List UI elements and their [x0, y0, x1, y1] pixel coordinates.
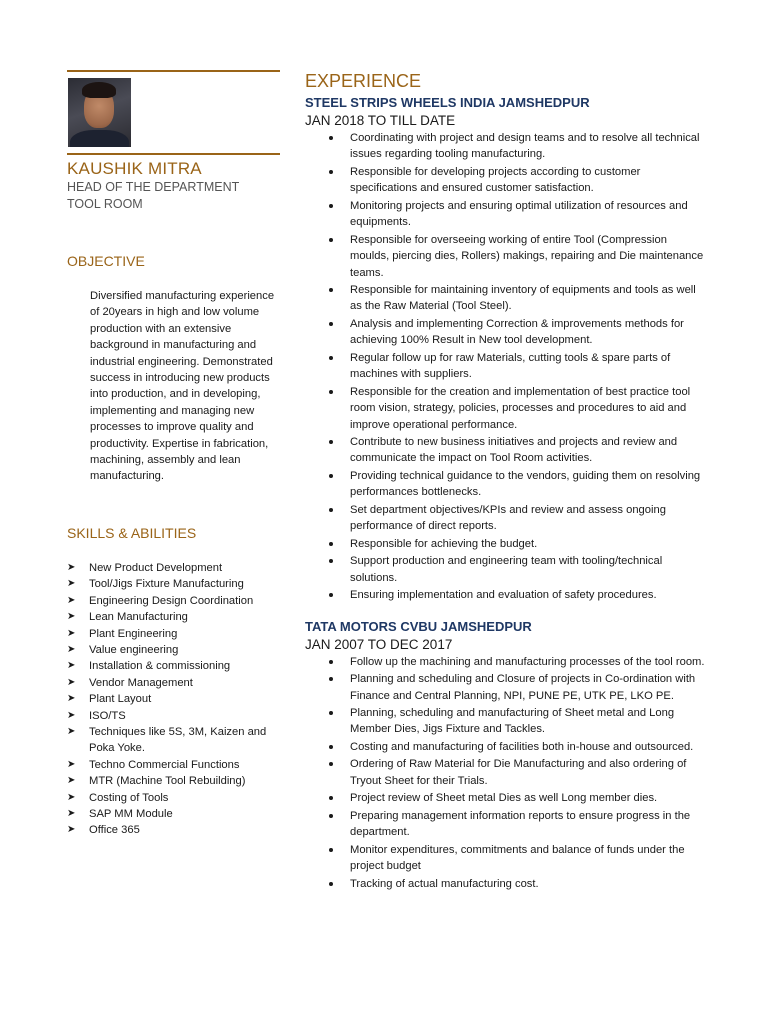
bullet-dot-icon — [329, 677, 333, 681]
arrow-bullet-icon: ➤ — [67, 643, 76, 655]
skill-item-text: Vendor Management — [89, 676, 193, 689]
skill-item — [67, 708, 280, 724]
bullet-dot-icon — [329, 474, 333, 478]
responsibility-item-text: Responsible for achieving the budget. — [350, 537, 538, 550]
responsibility-item-text: Responsible for maintaining inventory of equipments and tools as well as the Raw Material (Tool Steel). — [350, 284, 696, 313]
skill-item-text: New Product Development — [89, 561, 223, 574]
name-divider — [67, 153, 280, 155]
responsibility-item-text: Planning and scheduling and Closure of projects in Co-ordination with Finance and Central Planning, NPI, PUNE PE, UTK PE, LKO PE. — [350, 673, 696, 702]
responsibility-item — [305, 808, 705, 841]
responsibility-item — [305, 350, 705, 383]
arrow-bullet-icon: ➤ — [67, 627, 76, 639]
skill-item-text: SAP MM Module — [89, 807, 173, 820]
bullet-dot-icon — [329, 593, 333, 597]
top-divider — [67, 70, 280, 72]
arrow-bullet-icon: ➤ — [67, 676, 76, 688]
bullet-dot-icon — [329, 170, 333, 174]
bullet-dot-icon — [329, 745, 333, 749]
bullet-dot-icon — [329, 322, 333, 326]
responsibility-item — [305, 232, 705, 281]
responsibility-item-text: Providing technical guidance to the vendors, guiding them on resolving performances bottlenecks. — [350, 469, 701, 499]
arrow-bullet-icon: ➤ — [67, 594, 76, 606]
responsibility-item — [305, 842, 705, 875]
skill-item-text: Plant Engineering — [89, 627, 178, 640]
responsibility-item-text: Regular follow up for raw Materials, cutting tools & spare parts of machines with suppliers. — [350, 351, 671, 381]
arrow-bullet-icon: ➤ — [67, 775, 76, 787]
job-title-line2: TOOL ROOM — [67, 197, 143, 211]
arrow-bullet-icon: ➤ — [67, 824, 76, 836]
responsibility-item-text: Ensuring implementation and evaluation of safety procedures. — [350, 589, 657, 602]
responsibility-item — [305, 654, 705, 670]
bullet-dot-icon — [329, 136, 333, 140]
responsibility-item-text: Responsible for developing projects according to customer specifications and ensured customer satisfaction. — [350, 165, 641, 195]
bullet-dot-icon — [329, 762, 333, 766]
skill-item-text: Engineering Design Coordination — [89, 594, 254, 607]
employment-period: JAN 2018 TO TILL DATE — [305, 113, 456, 128]
responsibility-item-text: Analysis and implementing Correction & improvements methods for achieving 100% Result in New tool development. — [350, 317, 684, 347]
company-name: TATA MOTORS CVBU JAMSHEDPUR — [305, 618, 532, 634]
skill-item — [67, 806, 280, 822]
responsibility-item-text: Coordinating with project and design teams and to resolve all technical issues regarding tooling manufacturing. — [350, 132, 700, 161]
responsibility-item — [305, 536, 705, 552]
responsibility-item — [305, 468, 705, 501]
skill-item-text: Plant Layout — [89, 693, 152, 706]
objective-text: Diversified manufacturing experience of 20years in high and low volume production with an extensive background in manufacturing and industrial engineering. Demonstrated success in introducing new products into production, and in developing, implementing and managing new processes to improve quality and productivity. Expertise in fabrication, machining, assembly and lean manufacturing. — [90, 290, 275, 483]
skill-item-text: Techniques like 5S, 3M, Kaizen and Poka Yoke. — [89, 725, 267, 755]
responsibility-item-text: Ordering of Raw Material for Die Manufacturing and also ordering of Tryout Sheet for their Trials. — [350, 758, 687, 787]
arrow-bullet-icon: ➤ — [67, 660, 76, 672]
responsibility-item-text: Preparing management information reports to ensure progress in the department. — [350, 809, 691, 839]
skill-item-text: Tool/Jigs Fixture Manufacturing — [89, 578, 244, 591]
bullet-dot-icon — [329, 848, 333, 852]
responsibility-item-text: Contribute to new business initiatives and projects and review and communicate the impact on Tool Room activities. — [350, 436, 678, 465]
experience-heading: EXPERIENCE — [305, 71, 422, 91]
skill-item-text: Techno Commercial Functions — [89, 758, 240, 771]
company-name: STEEL STRIPS WHEELS INDIA JAMSHEDPUR — [305, 95, 590, 110]
responsibility-item — [305, 316, 705, 349]
skill-item-text: Value engineering — [89, 643, 179, 656]
responsibility-item — [305, 790, 705, 806]
skill-item-text: Installation & commissioning — [89, 660, 231, 673]
responsibility-item — [305, 739, 705, 755]
arrow-bullet-icon: ➤ — [67, 561, 76, 573]
bullet-dot-icon — [329, 882, 333, 886]
responsibility-item-text: Responsible for overseeing working of entire Tool (Compression moulds, piercing dies, Rollers) makings, repairing and Die maintenance teams. — [350, 233, 704, 279]
skill-item — [67, 626, 280, 642]
arrow-bullet-icon: ➤ — [67, 693, 76, 705]
skill-item — [67, 658, 280, 674]
responsibility-item — [305, 384, 705, 433]
skill-item-text: Costing of Tools — [89, 791, 169, 804]
skill-item — [67, 724, 280, 757]
bullet-dot-icon — [329, 660, 333, 664]
bullet-dot-icon — [329, 508, 333, 512]
responsibility-item-text: Responsible for the creation and implementation of best practice tool room vision, strategy, policies, processes and procedures to aid and improve operational performance. — [350, 385, 691, 431]
job-title-line1: HEAD OF THE DEPARTMENT — [67, 180, 240, 194]
responsibility-item — [305, 587, 705, 603]
bullet-dot-icon — [329, 814, 333, 818]
arrow-bullet-icon: ➤ — [67, 725, 76, 737]
responsibility-item — [305, 876, 705, 892]
responsibility-item-text: Monitor expenditures, commitments and balance of funds under the project budget — [350, 843, 685, 873]
bullet-dot-icon — [329, 711, 333, 715]
skill-item — [67, 822, 280, 838]
responsibility-item — [305, 164, 705, 197]
responsibility-list — [305, 130, 705, 604]
bullet-dot-icon — [329, 288, 333, 292]
arrow-bullet-icon: ➤ — [67, 709, 76, 721]
bullet-dot-icon — [329, 559, 333, 563]
arrow-bullet-icon: ➤ — [67, 611, 76, 623]
bullet-dot-icon — [329, 440, 333, 444]
responsibility-item — [305, 130, 705, 163]
candidate-name: KAUSHIK MITRA — [67, 159, 202, 178]
skill-item-text: Office 365 — [89, 824, 140, 837]
bullet-dot-icon — [329, 238, 333, 242]
employment-period: JAN 2007 TO DEC 2017 — [305, 636, 453, 652]
responsibility-item-text: Follow up the machining and manufacturing processes of the tool room. — [350, 655, 705, 668]
responsibility-item-text: Set department objectives/KPIs and review and assess ongoing performance of direct reports. — [350, 503, 666, 533]
responsibility-item-text: Costing and manufacturing of facilities both in-house and outsourced. — [350, 740, 694, 753]
responsibility-item — [305, 434, 705, 467]
responsibility-item — [305, 282, 705, 315]
responsibility-item — [305, 756, 705, 789]
skill-item — [67, 691, 280, 707]
arrow-bullet-icon: ➤ — [67, 578, 76, 590]
responsibility-item — [305, 553, 705, 586]
left-column — [67, 70, 280, 839]
skill-item — [67, 642, 280, 658]
skill-item — [67, 593, 280, 609]
right-column — [305, 70, 705, 893]
responsibility-item — [305, 502, 705, 535]
skill-item — [67, 560, 280, 576]
responsibility-item-text: Support production and engineering team with tooling/technical solutions. — [350, 555, 663, 584]
objective-heading: OBJECTIVE — [67, 253, 145, 269]
bullet-dot-icon — [329, 796, 333, 800]
skill-item-text: Lean Manufacturing — [89, 611, 188, 624]
arrow-bullet-icon: ➤ — [67, 758, 76, 770]
skill-item — [67, 773, 280, 789]
bullet-dot-icon — [329, 204, 333, 208]
skill-item — [67, 576, 280, 592]
responsibility-item-text: Planning, scheduling and manufacturing of Sheet metal and Long Member Dies, Jigs Fixture and Tackles. — [350, 707, 675, 736]
skill-item-text: ISO/TS — [89, 709, 126, 722]
responsibility-item — [305, 198, 705, 231]
bullet-dot-icon — [329, 356, 333, 360]
profile-photo — [68, 78, 131, 147]
skill-item — [67, 757, 280, 773]
arrow-bullet-icon: ➤ — [67, 791, 76, 803]
responsibility-item-text: Monitoring projects and ensuring optimal utilization of resources and equipments. — [350, 199, 688, 229]
responsibility-item — [305, 705, 705, 738]
skills-list — [67, 560, 280, 839]
skill-item — [67, 675, 280, 691]
arrow-bullet-icon: ➤ — [67, 807, 76, 819]
skill-item — [67, 609, 280, 625]
responsibility-item-text: Tracking of actual manufacturing cost. — [350, 877, 539, 890]
skill-item — [67, 790, 280, 806]
responsibility-list — [305, 654, 705, 892]
skill-item-text: MTR (Machine Tool Rebuilding) — [89, 775, 246, 788]
responsibility-item — [305, 671, 705, 704]
skills-heading: SKILLS & ABILITIES — [67, 524, 197, 541]
responsibility-item-text: Project review of Sheet metal Dies as well Long member dies. — [350, 792, 658, 805]
bullet-dot-icon — [329, 390, 333, 394]
bullet-dot-icon — [329, 542, 333, 546]
